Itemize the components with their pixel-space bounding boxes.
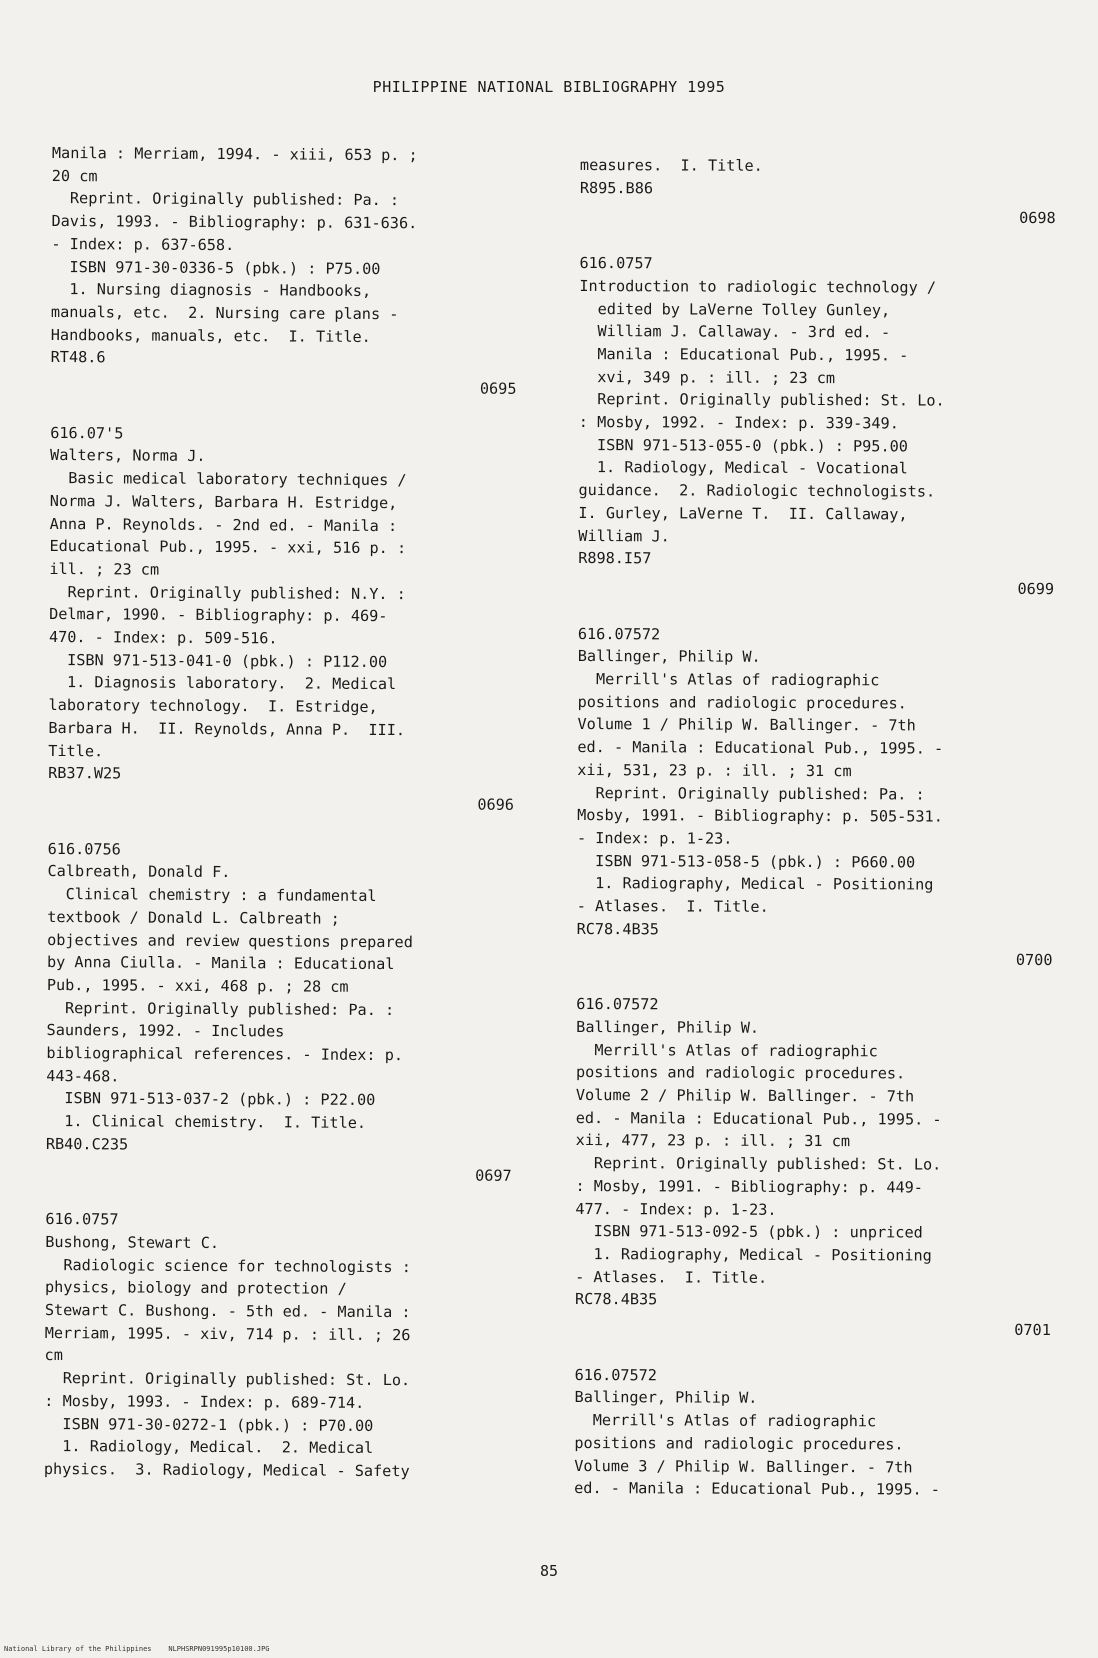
entry-line: RC78.4B35	[574, 1290, 658, 1309]
entry-line: Volume 3 / Philip W. Ballinger. - 7th	[574, 1456, 913, 1477]
entry-number: 0695	[479, 379, 517, 398]
entry-line: Saunders, 1992. - Includes	[46, 1021, 285, 1041]
entry-line: 470. - Index: p. 509-516.	[48, 628, 278, 648]
entry-line: : Mosby, 1993. - Index: p. 689-714.	[44, 1391, 365, 1412]
entry-line: positions and radiologic procedures.	[577, 692, 907, 713]
entry-line: Reprint. Originally published: Pa. :	[46, 998, 395, 1019]
right-column	[574, 154, 1060, 1502]
entry-line: Barbara H. II. Reynolds, Anna P. III.	[48, 718, 406, 740]
bibliographic-entry	[46, 838, 518, 1187]
entry-line: 477. - Index: p. 1-23.	[575, 1199, 777, 1219]
bibliographic-entry	[576, 623, 1058, 972]
entry-line: 1. Radiography, Medical - Positioning	[576, 874, 934, 894]
entry-line: textbook / Donald L. Calbreath ;	[47, 907, 340, 928]
entry-line: RB40.C235	[45, 1134, 129, 1154]
entry-line: positions and radiologic procedures.	[575, 1063, 906, 1083]
entry-line: ISBN 971-513-058-5 (pbk.) : P660.00	[576, 851, 916, 872]
entry-line: measures. I. Title.	[579, 155, 763, 175]
entry-line: I. Gurley, LaVerne T. II. Callaway,	[578, 503, 908, 524]
entry-line: RC78.4B35	[576, 919, 659, 939]
entry-line: Calbreath, Donald F.	[47, 862, 231, 882]
entry-line: Merrill's Atlas of radiographic	[576, 1040, 878, 1060]
entry-line: objectives and review questions prepared	[47, 930, 413, 951]
left-column	[44, 142, 522, 1484]
entry-line: ISBN 971-513-055-0 (pbk.) : P95.00	[578, 435, 908, 456]
bibliographic-entry	[575, 993, 1057, 1342]
page-header: PHILIPPINE NATIONAL BIBLIOGRAPHY 1995	[372, 78, 726, 96]
bibliographic-entry	[574, 1364, 1055, 1502]
entry-line: - Index: p. 637-658.	[51, 234, 235, 254]
entry-line: Delmar, 1990. - Bibliography: p. 469-	[49, 605, 388, 626]
entry-line: ISBN 971-513-037-2 (pbk.) : P22.00	[46, 1089, 376, 1110]
entry-line: - Index: p. 1-23.	[576, 828, 733, 848]
entry-line: by Anna Ciulla. - Manila : Educational	[46, 953, 395, 974]
entry-line: 443-468.	[46, 1066, 120, 1086]
entry-line: ed. - Manila : Educational Pub., 1995. -	[577, 738, 944, 758]
entry-line: Norma J. Walters, Barbara H. Estridge,	[49, 491, 398, 512]
entry-line: laboratory technology. I. Estridge,	[48, 696, 378, 717]
entry-line: Reprint. Originally published: St. Lo.	[44, 1369, 411, 1390]
entry-line: 20 cm	[51, 166, 98, 185]
entry-number: 0697	[475, 1166, 512, 1185]
entry-line: - Atlases. I. Title.	[576, 897, 769, 916]
entry-line: Mosby, 1991. - Bibliography: p. 505-531.	[577, 806, 943, 826]
entry-line: Manila : Merriam, 1994. - xiii, 653 p. ;	[51, 143, 418, 165]
entry-line: 1. Diagnosis laboratory. 2. Medical	[48, 673, 397, 694]
entry-line: Reprint. Originally published: N.Y. :	[49, 582, 406, 603]
entry-line: cm	[44, 1346, 63, 1365]
entry-line: 616.07572	[574, 1365, 658, 1385]
bibliographic-entry	[578, 252, 1060, 601]
entry-number: 0699	[1017, 579, 1055, 599]
entry-line: R895.B86	[579, 178, 654, 198]
entry-line: ISBN 971-30-0336-5 (pbk.) : P75.00	[51, 257, 381, 278]
entry-line: Stewart C. Bushong. - 5th ed. - Manila :	[44, 1301, 411, 1322]
entry-line: physics, biology and protection /	[44, 1278, 347, 1299]
entry-line: - Atlases. I. Title.	[575, 1267, 768, 1287]
bibliographic-entry	[44, 1208, 516, 1483]
entry-line: Radiologic science for technologists :	[45, 1255, 411, 1276]
entry-line: 616.07572	[577, 624, 661, 644]
entry-line: Davis, 1993. - Bibliography: p. 631-636.	[51, 212, 418, 233]
entry-line: Anna P. Reynolds. - 2nd ed. - Manila :	[49, 514, 398, 535]
entry-line: xii, 531, 23 p. : ill. ; 31 cm	[577, 760, 852, 781]
bibliographic-entry	[580, 154, 1060, 230]
entry-line: : Mosby, 1991. - Bibliography: p. 449-	[575, 1176, 924, 1197]
entry-line: 616.0757	[579, 254, 653, 273]
entry-line: guidance. 2. Radiologic technologists.	[578, 481, 936, 501]
entry-line: xii, 477, 23 p. : ill. ; 31 cm	[575, 1131, 851, 1151]
entry-line: ed. - Manila : Educational Pub., 1995. -	[574, 1479, 940, 1499]
entry-line: Manila : Educational Pub., 1995. -	[579, 344, 909, 365]
entry-line: Merrill's Atlas of radiographic	[577, 670, 880, 690]
scan-credit: National Library of the Philippines NLPHSRPN091995p10100.JPG	[4, 1645, 270, 1653]
entry-line: 1. Radiology, Medical. 2. Medical	[43, 1437, 374, 1458]
entry-line: William J. Callaway. - 3rd ed. -	[579, 322, 891, 342]
entry-line: Volume 1 / Philip W. Ballinger. - 7th	[577, 715, 916, 735]
entry-line: Reprint. Originally published: St. Lo.	[578, 390, 945, 410]
entry-number: 0701	[1014, 1320, 1051, 1340]
entry-line: bibliographical references. - Index: p.	[46, 1043, 404, 1065]
entry-line: RT48.6	[50, 348, 106, 367]
entry-line: ed. - Manila : Educational Pub., 1995. -	[575, 1108, 942, 1129]
entry-line: positions and radiologic procedures.	[574, 1433, 904, 1454]
entry-line: 1. Clinical chemistry. I. Title.	[45, 1112, 367, 1133]
entry-line: 616.0756	[47, 839, 121, 859]
entry-line: ISBN 971-513-041-0 (pbk.) : P112.00	[48, 650, 388, 671]
entry-line: Reprint. Originally published: St. Lo.	[575, 1154, 942, 1174]
entry-line: Merriam, 1995. - xiv, 714 p. : ill. ; 26	[44, 1323, 411, 1344]
entry-line: xvi, 349 p. : ill. ; 23 cm	[578, 367, 836, 387]
entry-line: 616.07572	[576, 995, 659, 1014]
entry-line: 1. Radiology, Medical - Vocational	[578, 458, 908, 478]
entry-line: ISBN 971-30-0272-1 (pbk.) : P70.00	[44, 1414, 374, 1435]
entry-line: Bushong, Stewart C.	[45, 1232, 220, 1252]
entry-line: Clinical chemistry : a fundamental	[47, 885, 377, 906]
entry-line: 1. Nursing diagnosis - Handbooks,	[51, 280, 372, 301]
entry-line: Merrill's Atlas of radiographic	[574, 1411, 877, 1431]
entry-line: edited by LaVerne Tolley Gunley,	[579, 299, 891, 319]
bibliographic-entry	[48, 422, 520, 817]
entry-line: R898.I57	[578, 549, 652, 568]
entry-line: Title.	[48, 741, 104, 760]
entry-line: ISBN 971-513-092-5 (pbk.) : unpriced	[575, 1222, 923, 1242]
page-number: 85	[539, 1562, 559, 1580]
entry-line: Reprint. Originally published: Pa. :	[51, 189, 400, 210]
entry-line: Educational Pub., 1995. - xxi, 516 p. :	[49, 537, 407, 558]
entry-number: 0696	[477, 795, 515, 814]
entry-line: 616.0757	[45, 1210, 119, 1229]
entry-line: RB37.W25	[48, 764, 122, 783]
entry-line: Ballinger, Philip W.	[577, 647, 761, 667]
entry-line: 616.07'5	[50, 423, 124, 443]
entry-line: manuals, etc. 2. Nursing care plans -	[50, 302, 399, 324]
entry-number: 0700	[1015, 950, 1053, 969]
entry-line: Basic medical laboratory techniques /	[49, 469, 407, 490]
entry-line: : Mosby, 1992. - Index: p. 339-349.	[578, 413, 899, 433]
entry-line: Volume 2 / Philip W. Ballinger. - 7th	[575, 1086, 915, 1106]
entry-line: Introduction to radiologic technology /	[579, 276, 937, 297]
entry-line: William J.	[578, 526, 670, 545]
entry-line: Ballinger, Philip W.	[574, 1388, 758, 1408]
entry-line: Pub., 1995. - xxi, 468 p. ; 28 cm	[46, 975, 349, 996]
entry-line: ill. ; 23 cm	[49, 559, 160, 579]
entry-line: Reprint. Originally published: Pa. :	[577, 783, 925, 804]
entry-line: Walters, Norma J.	[50, 446, 206, 466]
entry-line: Handbooks, manuals, etc. I. Title.	[50, 325, 371, 346]
entry-line: Ballinger, Philip W.	[576, 1017, 760, 1037]
bibliographic-entry	[50, 142, 522, 401]
entry-line: 1. Radiography, Medical - Positioning	[575, 1244, 932, 1265]
entry-line: physics. 3. Radiology, Medical - Safety	[43, 1459, 410, 1481]
entry-number: 0698	[1019, 209, 1056, 228]
